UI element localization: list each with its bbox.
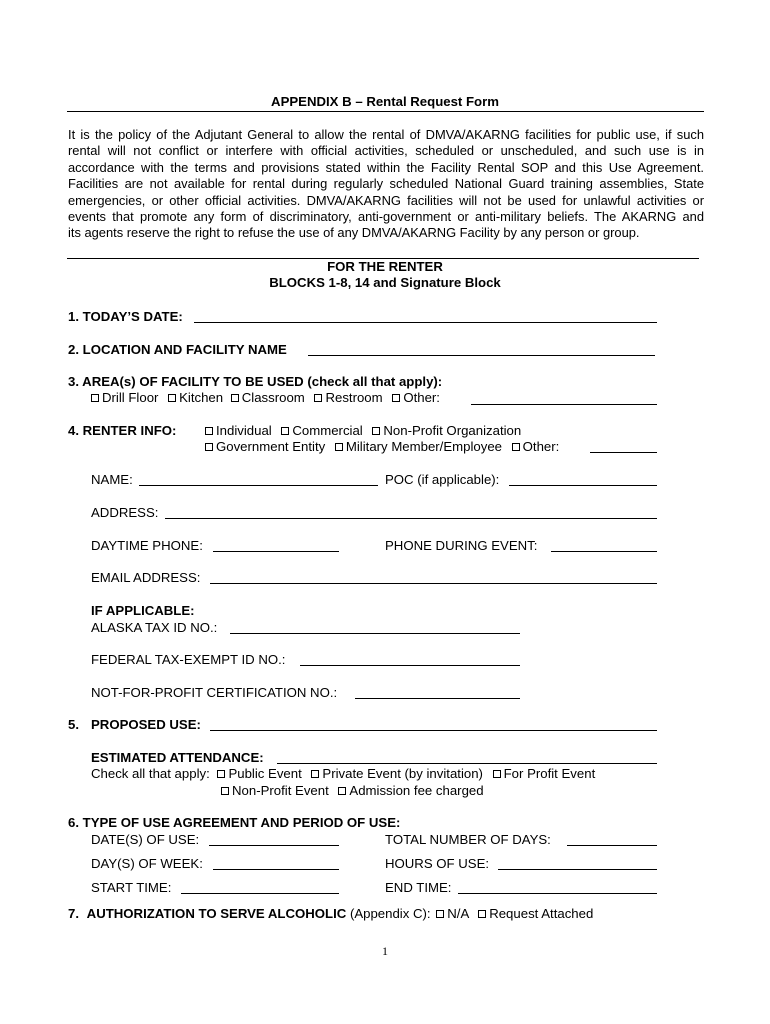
policy-line: events that promote any form of discriminatory, anti-government or anti-military beliefs. The AKARNG and	[68, 209, 704, 225]
military-label: Military Member/Employee	[345, 439, 502, 454]
email-label: EMAIL ADDRESS:	[91, 570, 201, 585]
attendance-field[interactable]	[277, 751, 657, 764]
federal-tax-field[interactable]	[300, 653, 520, 666]
areas-options	[91, 390, 440, 405]
hours-of-use-label: HOURS OF USE:	[385, 856, 490, 871]
address-label: ADDRESS:	[91, 505, 159, 520]
nfp-cert-label: NOT-FOR-PROFIT CERTIFICATION NO.:	[91, 685, 338, 700]
renter-types-row1	[205, 423, 521, 438]
military-checkbox[interactable]	[335, 443, 343, 451]
todays-date-field[interactable]	[194, 310, 657, 323]
for-profit-label: For Profit Event	[503, 766, 596, 781]
policy-line: rental will not conflict or interfere with official activities, scheduled or unscheduled, and such use is in	[68, 143, 704, 159]
daytime-phone-field[interactable]	[213, 539, 339, 552]
event-types-row2	[221, 783, 484, 798]
days-of-week-label: DAY(S) OF WEEK:	[91, 856, 203, 871]
tax-id-label: ALASKA TAX ID NO.:	[91, 620, 218, 635]
form-title: APPENDIX B – Rental Request Form	[271, 94, 499, 109]
todays-date-label: 1. TODAY’S DATE:	[68, 309, 183, 324]
if-applicable-heading: IF APPLICABLE:	[91, 603, 195, 618]
end-time-label: END TIME:	[385, 880, 452, 895]
name-field[interactable]	[139, 473, 378, 486]
policy-line: its agents reserve the right to refuse the use of any DMVA/AKARNG Facility by any person or group.	[68, 225, 640, 241]
alcohol-appendix: (Appendix C):	[349, 906, 431, 921]
individual-checkbox[interactable]	[205, 427, 213, 435]
other-area-checkbox[interactable]	[392, 394, 400, 402]
other-area-label: Other:	[403, 390, 440, 405]
classroom-checkbox[interactable]	[231, 394, 239, 402]
policy-paragraph	[68, 127, 704, 242]
commercial-label: Commercial	[292, 423, 363, 438]
other-renter-field[interactable]	[590, 440, 657, 453]
government-checkbox[interactable]	[205, 443, 213, 451]
government-label: Government Entity	[216, 439, 326, 454]
other-area-field[interactable]	[471, 392, 657, 405]
dates-of-use-label: DATE(S) OF USE:	[91, 832, 200, 847]
dates-of-use-field[interactable]	[209, 833, 339, 846]
private-event-checkbox[interactable]	[311, 770, 319, 778]
restroom-checkbox[interactable]	[314, 394, 322, 402]
policy-line: emergencies, or other official activities. DMVA/AKARNG facilities will not be used for unlawful activities or	[68, 192, 704, 208]
location-label: 2. LOCATION AND FACILITY NAME	[68, 342, 287, 357]
for-profit-checkbox[interactable]	[493, 770, 501, 778]
admission-fee-label: Admission fee charged	[349, 783, 484, 798]
proposed-use-label: PROPOSED USE:	[91, 717, 201, 732]
event-types-row1	[91, 766, 595, 781]
daytime-phone-label: DAYTIME PHONE:	[91, 538, 203, 553]
kitchen-checkbox[interactable]	[168, 394, 176, 402]
total-days-label: TOTAL NUMBER OF DAYS:	[385, 832, 551, 847]
address-field[interactable]	[165, 506, 657, 519]
page-number: 1	[382, 944, 388, 958]
restroom-label: Restroom	[325, 390, 383, 405]
non-profit-event-checkbox[interactable]	[221, 787, 229, 795]
days-of-week-field[interactable]	[213, 857, 339, 870]
location-field[interactable]	[308, 343, 655, 356]
private-event-label: Private Event (by invitation)	[322, 766, 483, 781]
other-renter-label: Other:	[522, 439, 560, 454]
classroom-label: Classroom	[241, 390, 305, 405]
start-time-field[interactable]	[181, 881, 339, 894]
policy-line: Facilities are not available for rental during regularly scheduled National Guard training assemblies, State	[68, 176, 704, 192]
policy-line: accordance with the terms and provisions stated within the Facility Rental SOP and this Use Agreement.	[68, 159, 704, 175]
drill-floor-label: Drill Floor	[102, 390, 159, 405]
alcohol-na-label: N/A	[447, 906, 469, 921]
end-time-field[interactable]	[458, 881, 657, 894]
event-phone-label: PHONE DURING EVENT:	[385, 538, 538, 553]
alcohol-label: AUTHORIZATION TO SERVE ALCOHOLIC	[86, 906, 347, 921]
poc-label: POC (if applicable):	[385, 472, 500, 487]
public-event-checkbox[interactable]	[217, 770, 225, 778]
attendance-label: ESTIMATED ATTENDANCE:	[91, 750, 264, 765]
email-field[interactable]	[210, 571, 657, 584]
type-of-use-label: 6. TYPE OF USE AGREEMENT AND PERIOD OF USE:	[68, 815, 401, 830]
renter-heading: FOR THE RENTER	[327, 259, 443, 274]
alcohol-request-label: Request Attached	[489, 906, 594, 921]
name-label: NAME:	[91, 472, 133, 487]
non-profit-label: Non-Profit Organization	[383, 423, 522, 438]
other-renter-checkbox[interactable]	[512, 443, 520, 451]
start-time-label: START TIME:	[91, 880, 172, 895]
title-underline	[67, 111, 704, 112]
renter-subheading: BLOCKS 1-8, 14 and Signature Block	[269, 275, 501, 290]
renter-types-row2	[205, 439, 559, 454]
renter-info-label: 4. RENTER INFO:	[68, 423, 177, 438]
proposed-use-number: 5.	[68, 717, 79, 732]
non-profit-event-label: Non-Profit Event	[232, 783, 329, 798]
alcohol-request-checkbox[interactable]	[478, 910, 486, 918]
event-phone-field[interactable]	[551, 539, 657, 552]
alcohol-number: 7.	[68, 906, 79, 921]
hours-of-use-field[interactable]	[498, 857, 657, 870]
tax-id-field[interactable]	[230, 621, 520, 634]
areas-label: 3. AREA(s) OF FACILITY TO BE USED (check all that apply):	[68, 374, 443, 389]
alcohol-na-checkbox[interactable]	[436, 910, 444, 918]
individual-label: Individual	[216, 423, 272, 438]
public-event-label: Public Event	[228, 766, 302, 781]
non-profit-checkbox[interactable]	[372, 427, 380, 435]
poc-field[interactable]	[509, 473, 657, 486]
federal-tax-label: FEDERAL TAX-EXEMPT ID NO.:	[91, 652, 286, 667]
nfp-cert-field[interactable]	[355, 686, 520, 699]
drill-floor-checkbox[interactable]	[91, 394, 99, 402]
check-all-label: Check all that apply:	[91, 766, 210, 781]
admission-fee-checkbox[interactable]	[338, 787, 346, 795]
policy-line: It is the policy of the Adjutant General to allow the rental of DMVA/AKARNG facilities for public use, if such	[68, 127, 704, 142]
kitchen-label: Kitchen	[179, 390, 224, 405]
proposed-use-field[interactable]	[210, 718, 657, 731]
commercial-checkbox[interactable]	[281, 427, 289, 435]
alcohol-row	[68, 906, 593, 921]
total-days-field[interactable]	[567, 833, 657, 846]
